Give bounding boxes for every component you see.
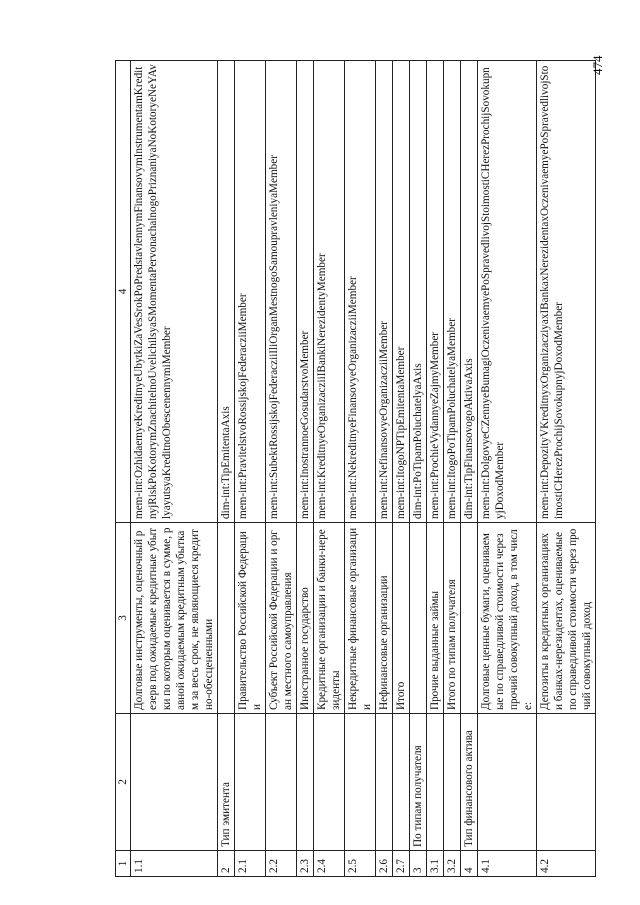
code-cell: mem-int:DepozityVKreditnyxOrganizacziyaxIBankaxNerezidentaxOczenivaemyePoSpravedlivojStoimostiCHerezProchijSovokupnyjDoxodMember	[537, 61, 596, 523]
table-row	[427, 61, 444, 877]
group-label-cell	[393, 714, 410, 851]
row-number-cell: 2.4	[314, 851, 345, 877]
row-number-cell: 2.5	[345, 851, 376, 877]
group-label-cell	[537, 714, 596, 851]
row-number-cell: 2.1	[235, 851, 266, 877]
table-row	[393, 61, 410, 877]
code-cell: mem-int:InostrannoeGosudarstvoMember	[297, 61, 314, 523]
table-row	[297, 61, 314, 877]
description-cell: Некредитные финансовые организации	[345, 523, 376, 714]
group-label-cell	[297, 714, 314, 851]
code-cell: mem-int:DolgovyeCZennyeBumagiOczenivaemyePoSpravedlivojStoimostiCHerezProchijSovokupnyjDoxodMember	[478, 61, 537, 523]
description-cell: Депозиты в кредитных организациях и банках-нерезидентах, оцениваемые по справедливой стоимости через прочий совокупный доход	[537, 523, 596, 714]
group-label-cell: Тип финансового актива	[461, 714, 478, 851]
description-cell: Итого по типам получателя	[444, 523, 461, 714]
table-row	[461, 61, 478, 877]
description-cell	[410, 523, 427, 714]
row-number-cell: 3	[410, 851, 427, 877]
page-number: 474	[590, 55, 605, 75]
code-cell: mem-int:ItogoPoTipamPoluchatelyaMember	[444, 61, 461, 523]
group-label-cell	[376, 714, 393, 851]
column-header: 3	[116, 523, 131, 714]
code-cell: dim-int:TipFinansovogoAktivaAxis	[461, 61, 478, 523]
group-label-cell: По типам получателя	[410, 714, 427, 851]
row-number-cell: 1.1	[131, 851, 218, 877]
table-row	[266, 61, 297, 877]
row-number-cell: 3.2	[444, 851, 461, 877]
description-cell	[461, 523, 478, 714]
group-label-cell	[266, 714, 297, 851]
row-number-cell: 4	[461, 851, 478, 877]
table-row	[218, 61, 235, 877]
code-cell: mem-int:NefinansovyeOrganizacziiMember	[376, 61, 393, 523]
code-cell: mem-int:ProchieVydannyeZajmyMember	[427, 61, 444, 523]
group-label-cell	[427, 714, 444, 851]
row-number-cell: 2.6	[376, 851, 393, 877]
description-cell: Кредитные организации и банки-нерезиденты	[314, 523, 345, 714]
code-cell: mem-int:KreditnyeOrganizacziiIBankiNerezidentyMember	[314, 61, 345, 523]
code-cell: mem-int:OzhidaemyeKreditnyeUbytkiZaVesSrokPoPredstavlennymFinansovymInstrumentamKreditnyjRiskPoKotorymZnachitelnoUvelichilsyaSMomentaPervonachalnogoPriznaniyaNoKotoryeNeYAvlyayutsyaKreditnoObescenennymiMember	[131, 61, 218, 523]
table-row	[444, 61, 461, 877]
row-number-cell: 2.7	[393, 851, 410, 877]
table-header-row	[116, 61, 131, 877]
column-header: 2	[116, 714, 131, 851]
table-row	[345, 61, 376, 877]
description-cell: Субъект Российской Федерации и орган местного самоуправления	[266, 523, 297, 714]
table-body	[131, 61, 596, 877]
code-cell: mem-int:ItogoNPTipEmitentaMember	[393, 61, 410, 523]
description-cell: Итого	[393, 523, 410, 714]
description-cell: Иностранное государство	[297, 523, 314, 714]
description-cell: Долговые инструменты, оценочный резерв под ожидаемые кредитные убытки по которым оценивается в сумме, равной ожидаемым кредитным убыткам за весь срок, не являющиеся кредитно-обесцененными	[131, 523, 218, 714]
description-cell: Нефинансовые организации	[376, 523, 393, 714]
description-cell	[218, 523, 235, 714]
group-label-cell	[345, 714, 376, 851]
row-number-cell: 2	[218, 851, 235, 877]
row-number-cell: 2.3	[297, 851, 314, 877]
column-header: 4	[116, 61, 131, 523]
description-cell: Долговые ценные бумаги, оцениваемые по справедливой стоимости через прочий совокупный доход, в том числе:	[478, 523, 537, 714]
row-number-cell: 2.2	[266, 851, 297, 877]
group-label-cell: Тип эмитента	[218, 714, 235, 851]
column-header: 1	[116, 851, 131, 877]
classification-table	[115, 60, 596, 877]
row-number-cell: 4.1	[478, 851, 537, 877]
code-cell: mem-int:PravitelstvoRossijskojFederacziiMember	[235, 61, 266, 523]
code-cell: mem-int:NekreditnyeFinansovyeOrganizacziiMember	[345, 61, 376, 523]
group-label-cell	[131, 714, 218, 851]
table-row	[376, 61, 393, 877]
description-cell: Прочие выданные займы	[427, 523, 444, 714]
code-cell: dim-int:TipEmitentaAxis	[218, 61, 235, 523]
code-cell: mem-int:SubektRossijskojFederacziiIliOrganMestnogoSamoupravleniyaMember	[266, 61, 297, 523]
group-label-cell	[314, 714, 345, 851]
table-row	[235, 61, 266, 877]
row-number-cell: 3.1	[427, 851, 444, 877]
group-label-cell	[444, 714, 461, 851]
group-label-cell	[235, 714, 266, 851]
table-row	[131, 61, 218, 877]
description-cell: Правительство Российской Федерации	[235, 523, 266, 714]
group-label-cell	[478, 714, 537, 851]
table-row	[410, 61, 427, 877]
table-row	[314, 61, 345, 877]
table-row	[537, 61, 596, 877]
code-cell: dim-int:PoTipamPoluchatelyaAxis	[410, 61, 427, 523]
row-number-cell: 4.2	[537, 851, 596, 877]
table-row	[478, 61, 537, 877]
